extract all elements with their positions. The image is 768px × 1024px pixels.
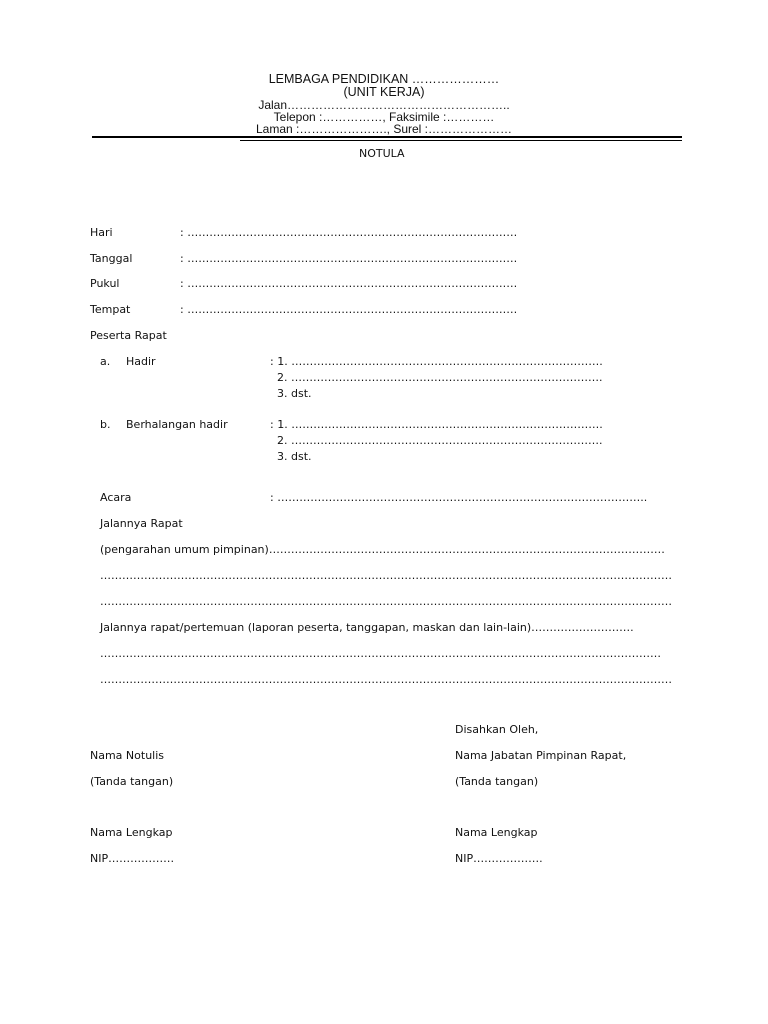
field-value-tempat: : ……………………………………………………………………………… <box>180 303 518 316</box>
pimpinan-nip: NIP………………. <box>455 852 543 865</box>
pimpinan-title: Nama Jabatan Pimpinan Rapat, <box>455 749 627 762</box>
berhalangan-label: Berhalangan hadir <box>126 418 228 431</box>
unit-name: (UNIT KERJA) <box>343 85 425 99</box>
notulis-full-name: Nama Lengkap <box>90 826 173 839</box>
field-value-tanggal: : ……………………………………………………………………………… <box>180 252 518 265</box>
street-address: Jalan……………………………………………….. <box>258 98 510 112</box>
field-label-pukul: Pukul <box>90 277 120 290</box>
institution-name: LEMBAGA PENDIDIKAN ………………… <box>268 72 500 86</box>
berhalangan-line-3: 3. dst. <box>277 450 312 463</box>
field-label-tempat: Tempat <box>90 303 131 316</box>
jalannya-heading: Jalannya Rapat <box>100 517 183 530</box>
peserta-heading: Peserta Rapat <box>90 329 167 342</box>
field-label-tanggal: Tanggal <box>90 252 133 265</box>
acara-value: : ……………………………………………………………………………………….. <box>270 491 648 504</box>
hadir-line-2: 2. …………………………………………………………………………. <box>277 371 603 384</box>
laporan-line: Jalannya rapat/pertemuan (laporan peserta, tanggapan, maskan dan lain-lain)………………………. <box>100 621 634 634</box>
hadir-label: Hadir <box>126 355 156 368</box>
field-value-hari: : ……………………………………………………………………………… <box>180 226 518 239</box>
hadir-line-3: 3. dst. <box>277 387 312 400</box>
dotted-line-a: ………………………………………………………………………………………………………………………………………… <box>100 569 672 582</box>
pimpinan-full-name: Nama Lengkap <box>455 826 538 839</box>
acara-label: Acara <box>100 491 132 504</box>
berhalangan-line-2: 2. …………………………………………………………………………. <box>277 434 603 447</box>
pengarahan-line: (pengarahan umum pimpinan)……………………………………………………………………………………………… <box>100 543 665 556</box>
field-value-pukul: : ……………………………………………………………………………… <box>180 277 518 290</box>
notulis-signature: (Tanda tangan) <box>90 775 174 788</box>
web-email: Laman :…………………., Surel :………………… <box>255 122 513 136</box>
phone-fax: Telepon :……………, Faksimile :………… <box>273 110 495 124</box>
berhalangan-marker: b. <box>100 418 111 431</box>
field-label-hari: Hari <box>90 226 113 239</box>
pimpinan-signature: (Tanda tangan) <box>455 775 539 788</box>
dotted-line-d: ………………………………………………………………………………………………………………………………………… <box>100 673 672 686</box>
document-title: NOTULA <box>359 147 405 160</box>
notulis-title: Nama Notulis <box>90 749 165 762</box>
disahkan-oleh: Disahkan Oleh, <box>455 723 539 736</box>
notulis-nip: NIP……………… <box>90 852 175 865</box>
dotted-line-b: ………………………………………………………………………………………………………………………………………… <box>100 595 672 608</box>
letterhead-divider-thin <box>240 140 682 141</box>
hadir-line-1: : 1. …………………………………………………………………………. <box>270 355 603 368</box>
letterhead-divider-thick <box>92 136 682 138</box>
dotted-line-c: ……………………………………………………………………………………………………………………………………… <box>100 647 661 660</box>
hadir-marker: a. <box>100 355 111 368</box>
berhalangan-line-1: : 1. …………………………………………………………………………. <box>270 418 603 431</box>
